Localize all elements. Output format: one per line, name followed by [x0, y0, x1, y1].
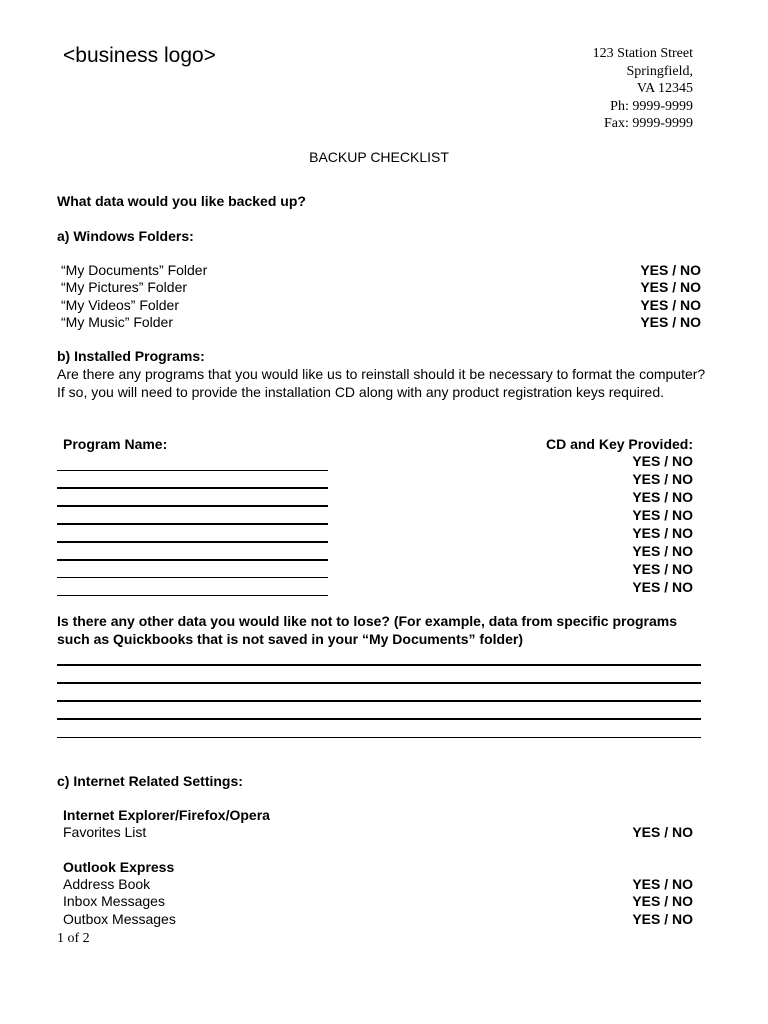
folder-label: “My Music” Folder: [61, 314, 174, 330]
main-question: What data would you like backed up?: [57, 193, 306, 209]
browser-setting-row: [63, 824, 693, 842]
program-name-blank-line[interactable]: [57, 487, 328, 489]
company-address: [593, 45, 693, 133]
page-number: 1 of 2: [57, 931, 90, 946]
program-name-column-header: Program Name:: [63, 436, 168, 452]
yes-no-option[interactable]: YES / NO: [632, 876, 693, 892]
yes-no-option[interactable]: YES / NO: [632, 453, 693, 469]
yes-no-option[interactable]: YES / NO: [632, 893, 693, 909]
yes-no-option[interactable]: YES / NO: [632, 824, 693, 840]
yes-no-option[interactable]: YES / NO: [632, 911, 693, 927]
section-c-heading: c) Internet Related Settings:: [57, 773, 243, 789]
program-name-blank-line[interactable]: [57, 541, 328, 543]
folder-label: “My Videos” Folder: [61, 297, 180, 313]
yes-no-option[interactable]: YES / NO: [632, 525, 693, 541]
outlook-setting-row: [63, 876, 693, 894]
business-logo-placeholder: <business logo>: [63, 44, 216, 67]
windows-folder-row: [61, 279, 701, 297]
outlook-setting-row: [63, 893, 693, 911]
address-line: Springfield,: [626, 63, 693, 79]
address-fax: Fax: 9999-9999: [603, 116, 693, 131]
windows-folder-row: [61, 297, 701, 315]
document-title: BACKUP CHECKLIST: [309, 149, 449, 165]
browser-group-title: Internet Explorer/Firefox/Opera: [63, 807, 270, 823]
yes-no-option[interactable]: YES / NO: [632, 579, 693, 595]
yes-no-option[interactable]: YES / NO: [640, 297, 701, 313]
address-phone: Ph: 9999-9999: [610, 98, 693, 114]
other-data-blank-line[interactable]: [57, 718, 701, 720]
program-name-blank-line[interactable]: [57, 595, 328, 596]
yes-no-option[interactable]: YES / NO: [640, 314, 701, 330]
yes-no-option[interactable]: YES / NO: [632, 471, 693, 487]
yes-no-option[interactable]: YES / NO: [632, 489, 693, 505]
other-data-blank-line[interactable]: [57, 664, 701, 666]
yes-no-option[interactable]: YES / NO: [632, 507, 693, 523]
setting-label: Inbox Messages: [63, 893, 165, 909]
section-b-description: Are there any programs that you would like us to reinstall should it be necessary to format the computer? If so, you will need to provide the installation CD along with any product registration keys required.: [57, 366, 706, 400]
outlook-setting-row: [63, 911, 693, 929]
section-a-heading: a) Windows Folders:: [57, 228, 194, 244]
cd-key-column-header: CD and Key Provided:: [545, 436, 693, 452]
other-data-question: Is there any other data you would like not to lose? (For example, data from specific programs such as Quickbooks that is not saved in your “My Documents” folder): [57, 613, 678, 647]
setting-label: Outbox Messages: [63, 911, 176, 927]
cd-key-options: [632, 452, 693, 596]
yes-no-option[interactable]: YES / NO: [640, 279, 701, 295]
yes-no-option[interactable]: YES / NO: [640, 262, 701, 278]
section-b-heading: b) Installed Programs:: [57, 348, 205, 364]
program-name-blank-line[interactable]: [57, 577, 328, 578]
setting-label: Favorites List: [63, 824, 147, 840]
folder-label: “My Documents” Folder: [61, 262, 208, 278]
program-name-blank-line[interactable]: [57, 559, 328, 561]
yes-no-option[interactable]: YES / NO: [632, 561, 693, 577]
address-line: 123 Station Street: [592, 46, 693, 61]
program-name-blank-line[interactable]: [57, 470, 328, 471]
outlook-group-title: Outlook Express: [63, 859, 175, 875]
windows-folder-row: [61, 314, 701, 332]
program-name-blank-line[interactable]: [57, 523, 328, 525]
setting-label: Address Book: [63, 876, 151, 892]
folder-label: “My Pictures” Folder: [61, 279, 188, 295]
address-line: VA 12345: [636, 81, 693, 96]
program-name-blank-line[interactable]: [57, 505, 328, 507]
other-data-blank-line[interactable]: [57, 700, 701, 702]
other-data-blank-line[interactable]: [57, 737, 701, 738]
windows-folder-row: [61, 262, 701, 280]
yes-no-option[interactable]: YES / NO: [632, 543, 693, 559]
other-data-blank-line[interactable]: [57, 682, 701, 684]
